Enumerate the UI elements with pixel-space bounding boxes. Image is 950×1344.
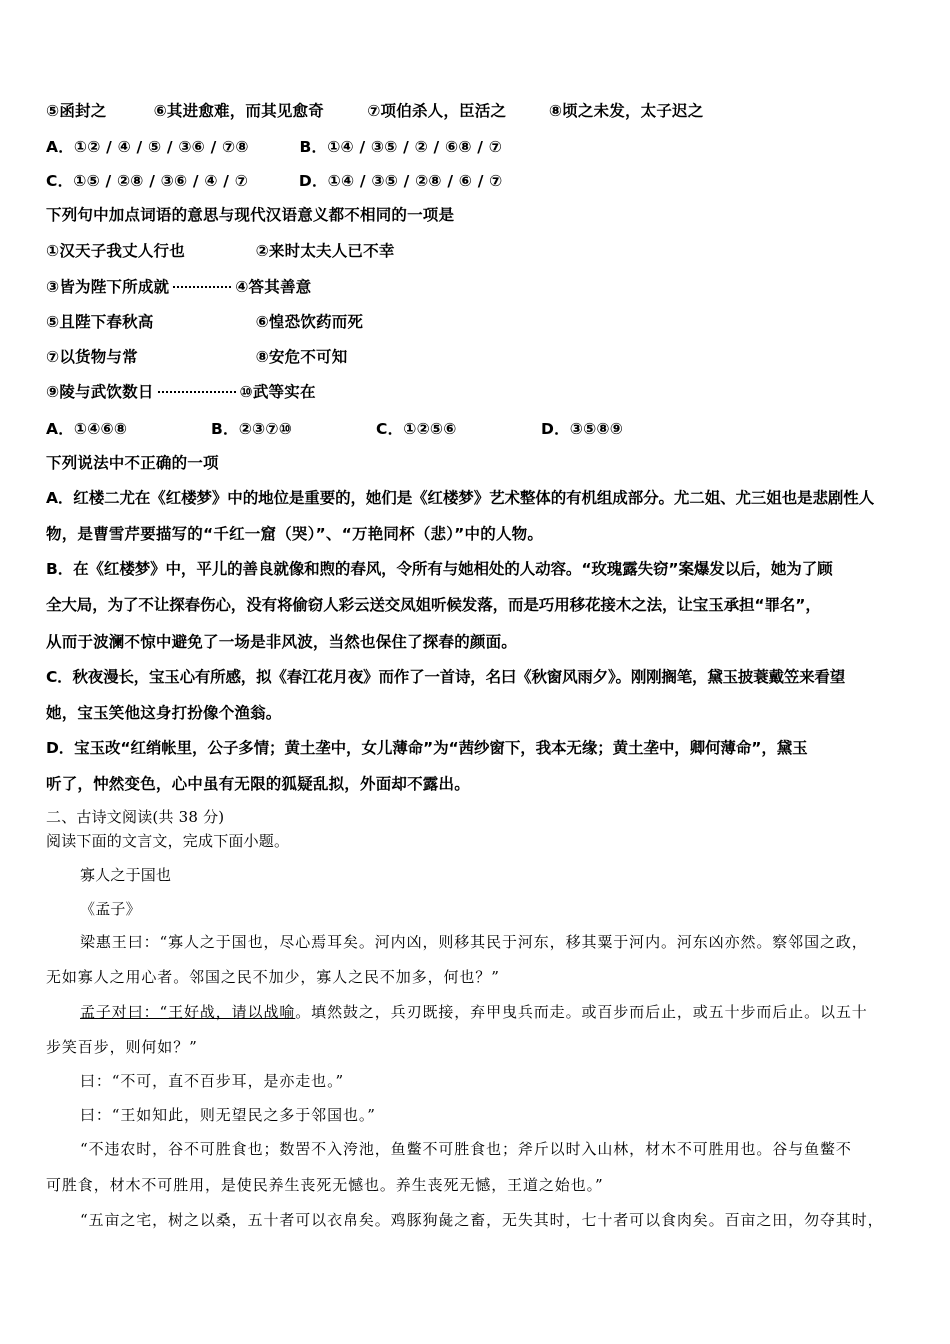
hlm-option-b-line3: 从而于波澜不惊中避免了一场是非风波，当然也保住了探春的颜面。 (46, 633, 518, 651)
hlm-option-c-line2: 她，宝玉笑他这身打扮像个渔翁。 (46, 704, 282, 722)
passage-p1-line1: 梁惠王曰：“寡人之于国也，尽心焉耳矣。河内凶，则移其民于河东，移其粟于河内。河东凶亦然。察邻国之政， (80, 933, 868, 951)
word-item-1: ①汉天子我丈人行也 (46, 242, 185, 260)
passage-title: 寡人之于国也 (80, 866, 172, 884)
word-option-c-label: C． (376, 420, 404, 438)
word-option-c: ①②⑤⑥ (403, 420, 457, 438)
word-item-4: ④答其善意 (235, 278, 312, 296)
passage-author: 《孟子》 (80, 900, 141, 918)
word-option-b: ②③⑦⑩ (238, 420, 293, 438)
word-item-6: ⑥惶恐饮药而死 (255, 313, 364, 331)
word-option-a-label: A． (46, 420, 74, 438)
question-stem-words: 下列句中加点词语的意思与现代汉语意义都不相同的一项是 (46, 206, 455, 224)
options-row-cd (46, 170, 502, 192)
word-item-9: ⑨陵与武饮数日 (46, 383, 154, 401)
passage-p1-line2: 无如寡人之用心者。邻国之民不加少，寡人之民不加多，何也？” (46, 968, 500, 986)
hlm-option-a-line2: 物，是曹雪芹要描写的“千红一窟（哭）”、“万艳同杯（悲）”中的人物。 (46, 525, 544, 543)
item-6: ⑥其进愈难，而其见愈奇 (153, 102, 324, 120)
passage-p4: 曰：“王如知此，则无望民之多于邻国也。” (80, 1106, 376, 1124)
hlm-option-d-line2: 听了，忡然变色，心中虽有无限的狐疑乱拟，外面却不露出。 (46, 775, 470, 793)
option-c-label: C． (46, 172, 74, 190)
items-line (46, 100, 703, 122)
option-a: ①② / ④ / ⑤ / ③⑥ / ⑦⑧ (73, 138, 249, 156)
options-row-ab (46, 136, 502, 158)
passage-p6: “五亩之宅，树之以桑，五十者可以衣帛矣。鸡豚狗彘之畜，无失其时，七十者可以食肉矣。百亩之田，勿夺其时， (80, 1211, 884, 1229)
underlined-phrase: 孟子对曰：“王好战，请以战喻 (80, 1003, 296, 1021)
words-row-3 (46, 311, 363, 333)
passage-p2-rest: 。填然鼓之，兵刃既接，弃甲曳兵而走。或百步而后止，或五十步而后止。以五十 (295, 1003, 868, 1021)
passage-p3: 曰：“不可，直不百步耳，是亦走也。” (80, 1072, 345, 1090)
passage-p2-line2: 步笑百步，则何如？” (46, 1038, 198, 1056)
word-item-2: ②来时太夫人已不幸 (255, 242, 395, 260)
item-8: ⑧顷之未发，太子迟之 (548, 102, 704, 120)
option-b: ①④ / ③⑤ / ② / ⑥⑧ / ⑦ (327, 138, 503, 156)
option-b-label: B． (299, 138, 328, 156)
option-d-label: D． (298, 172, 328, 190)
words-row-1 (46, 240, 395, 262)
section-heading: 二、古诗文阅读(共 38 分) (46, 808, 225, 826)
option-c: ①⑤ / ②⑧ / ③⑥ / ④ / ⑦ (73, 172, 249, 190)
question-stem-hlm: 下列说法中不正确的一项 (46, 454, 219, 472)
word-option-a: ①④⑥⑧ (73, 420, 128, 438)
words-row-5 (46, 381, 316, 403)
passage-p5-line2: 可胜食，材木不可胜用，是使民养生丧死无憾也。养生丧死无憾，王道之始也。” (46, 1176, 604, 1194)
emphasis-dots (158, 391, 236, 393)
word-option-d: ③⑤⑧⑨ (569, 420, 624, 438)
word-option-b-label: B． (211, 420, 239, 438)
word-option-d-label: D． (541, 420, 570, 438)
emphasis-dots (173, 286, 231, 288)
word-item-7: ⑦以货物与常 (46, 348, 138, 366)
hlm-option-b-line2: 全大局，为了不让探春伤心，没有将偷窃人彩云送交凤姐听候发落，而是巧用移花接木之法，让宝玉承担“罪名”， (46, 596, 821, 614)
words-row-2 (46, 276, 311, 298)
option-a-label: A． (46, 138, 74, 156)
passage-p5-line1: “不违农时，谷不可胜食也；数罟不入洿池，鱼鳖不可胜食也；斧斤以时入山林，材木不可胜用也。谷与鱼鳖不 (80, 1140, 852, 1158)
option-d: ①④ / ③⑤ / ②⑧ / ⑥ / ⑦ (327, 172, 503, 190)
word-item-3: ③皆为陛下所成就 (46, 278, 170, 296)
section-intro: 阅读下面的文言文，完成下面小题。 (46, 832, 290, 850)
word-item-5: ⑤且陛下春秋高 (46, 313, 154, 331)
hlm-option-b-line1: B．在《红楼梦》中，平儿的善良就像和煦的春风，令所有与她相处的人动容。“玫瑰露失窃”案爆发以后，她为了顾 (46, 560, 833, 578)
words-row-4 (46, 346, 347, 368)
words-options (46, 418, 623, 440)
word-item-10: ⑩武等实在 (239, 383, 316, 401)
hlm-option-a-line1: A．红楼二尤在《红楼梦》中的地位是重要的，她们是《红楼梦》艺术整体的有机组成部分。尤二姐、尤三姐也是悲剧性人 (46, 489, 875, 507)
hlm-option-d-line1: D．宝玉改“红绡帐里，公子多情；黄土垄中，女儿薄命”为“茜纱窗下，我本无缘；黄土垄中，卿何薄命”，黛玉 (46, 739, 808, 757)
item-7: ⑦项伯杀人，臣活之 (367, 102, 507, 120)
word-item-8: ⑧安危不可知 (255, 348, 348, 366)
hlm-option-c-line1: C．秋夜漫长，宝玉心有所感，拟《春江花月夜》而作了一首诗，名曰《秋窗风雨夕》。刚刚搁笔，黛玉披蓑戴笠来看望 (46, 668, 846, 686)
item-5: ⑤函封之 (46, 102, 107, 120)
passage-p2-line1 (80, 1001, 868, 1023)
